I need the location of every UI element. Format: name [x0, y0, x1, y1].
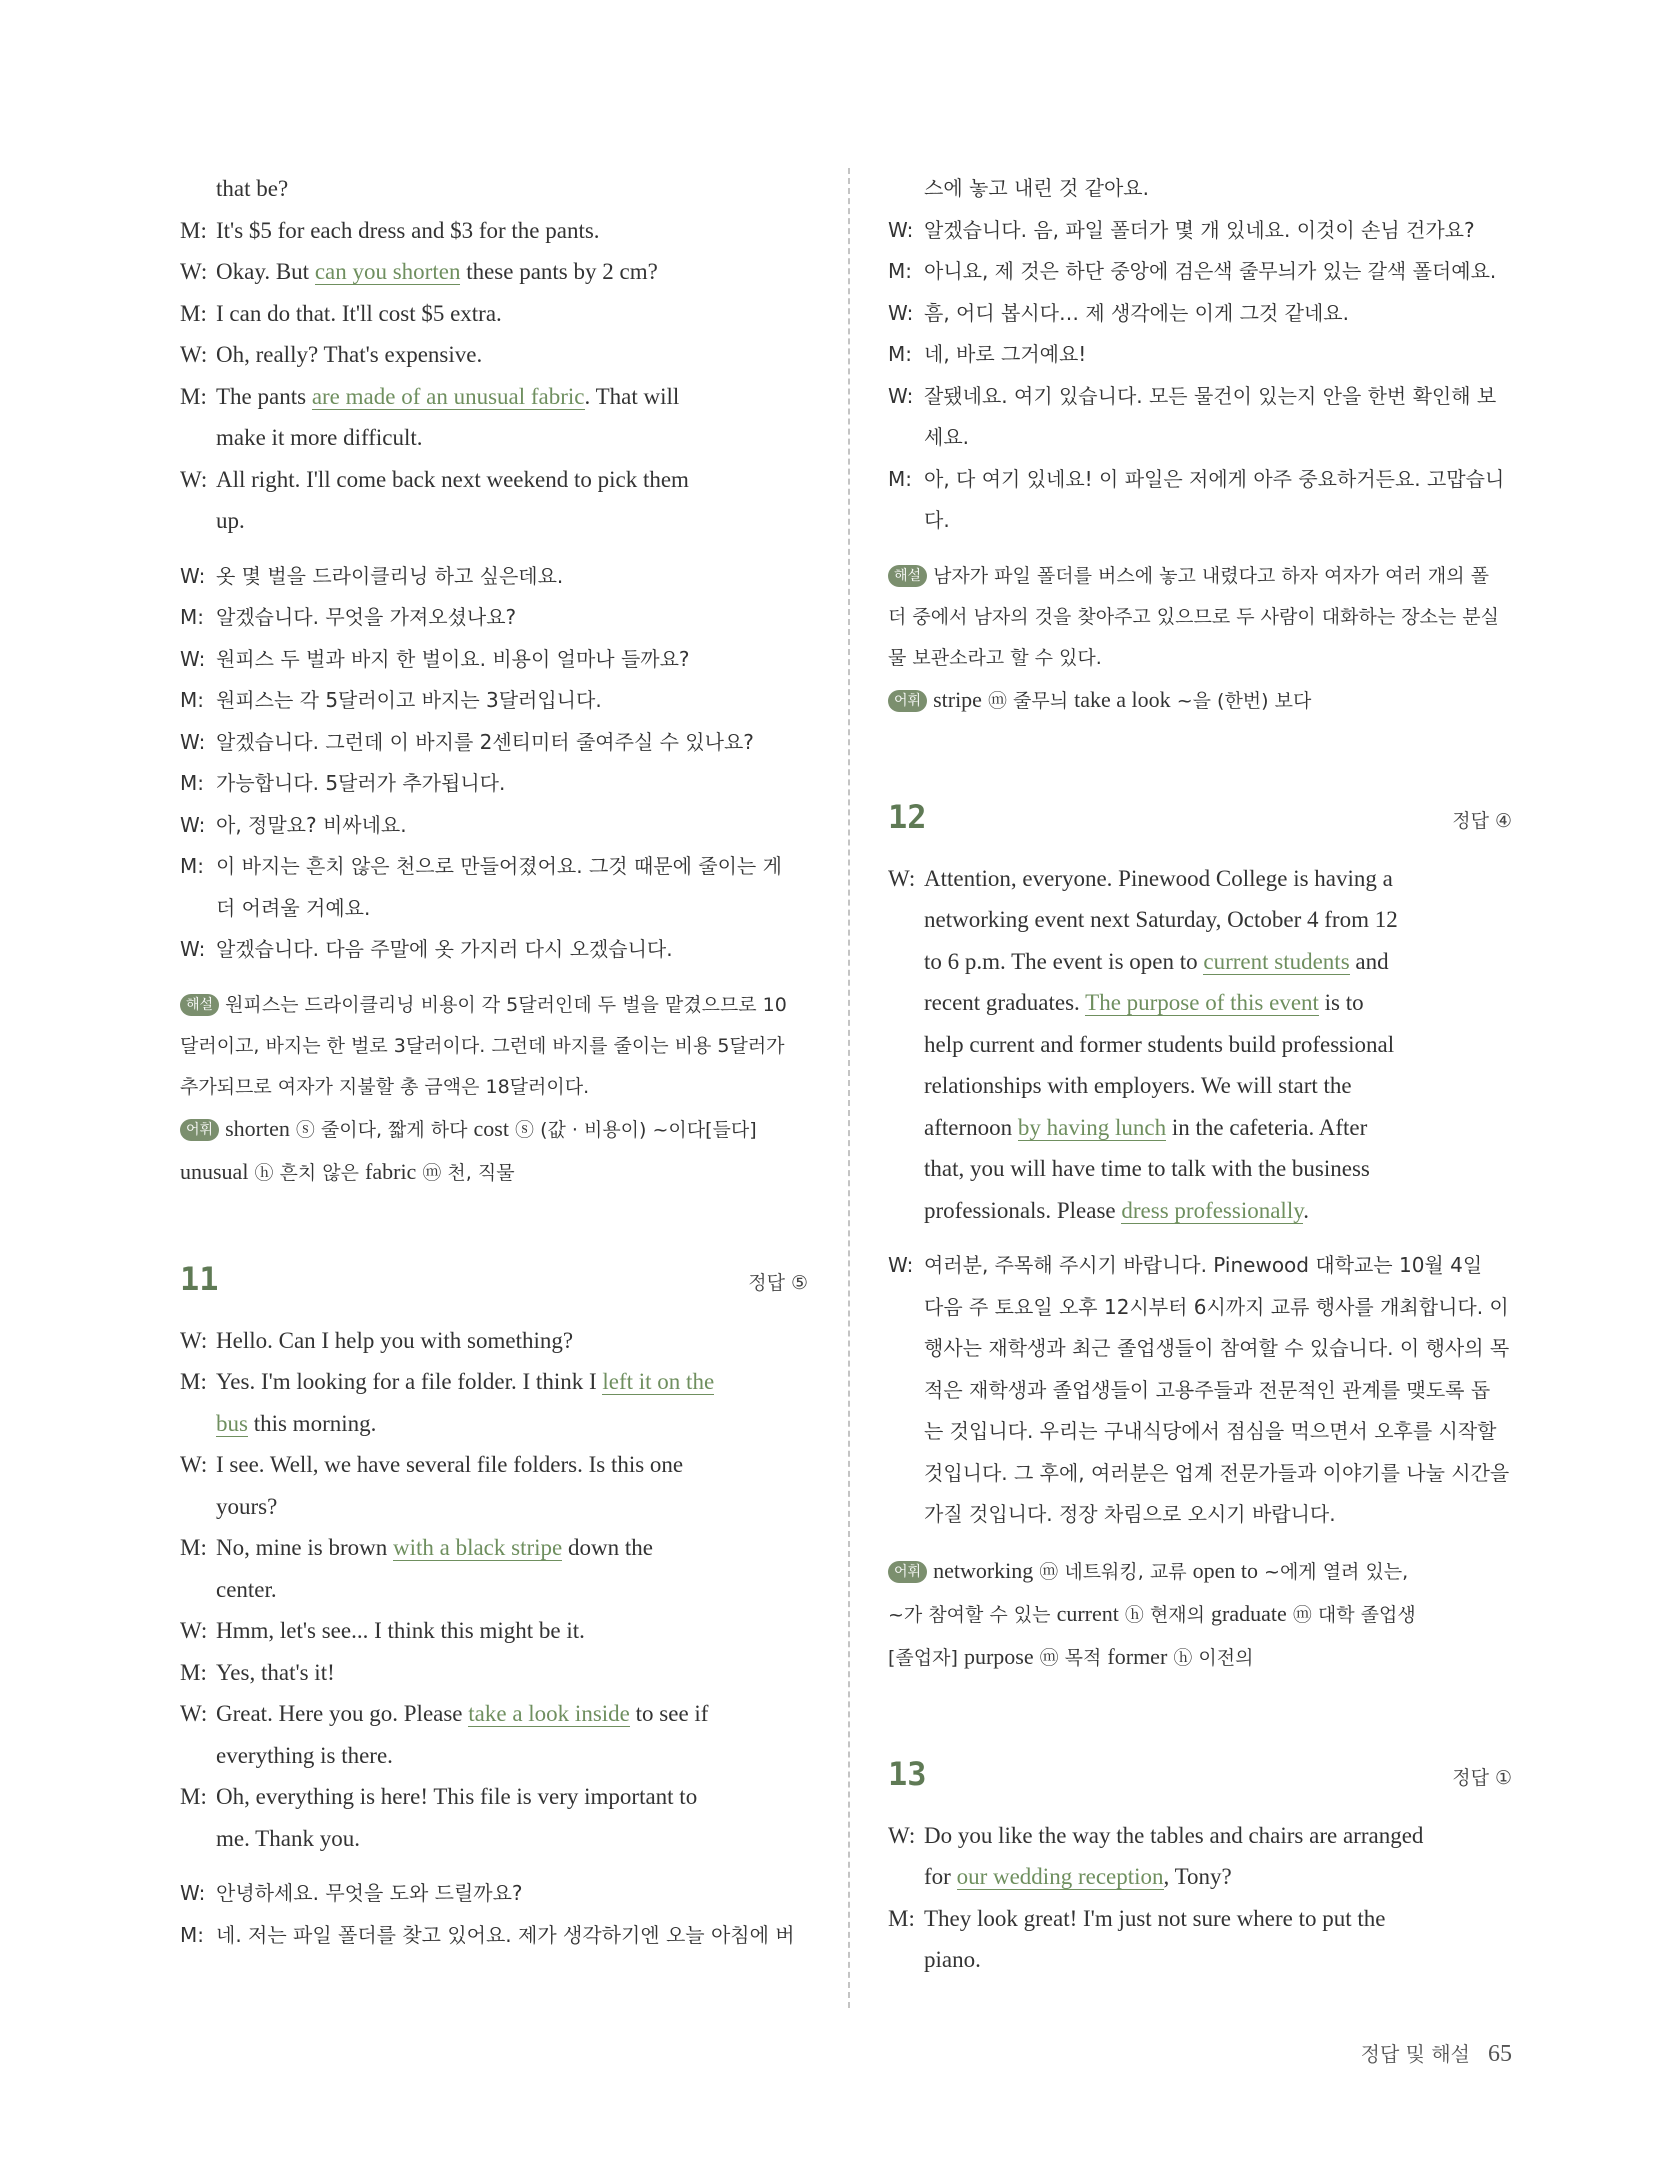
speaker-label: M: [888, 342, 912, 366]
transcript-line: M: 가능합니다. 5달러가 추가됩니다. [180, 763, 808, 805]
vocab-term: graduate [1211, 1600, 1287, 1626]
transcript-line: M: Yes, that's it! [180, 1652, 808, 1694]
transcript-line: M: It's $5 for each dress and $3 for the pants. [180, 210, 808, 252]
speaker-label: M: [180, 1922, 204, 1947]
transcript-line: W: 원피스 두 벌과 바지 한 벌이요. 비용이 얼마나 들까요? [180, 639, 808, 681]
transcript-line: M: 네. 저는 파일 폴더를 찾고 있어요. 제가 생각하기엔 오늘 아침에 버 [180, 1915, 808, 1957]
key-phrase: our wedding reception [956, 1864, 1164, 1889]
q12-transcript-ko [888, 1245, 1512, 1536]
key-phrase: take a look inside [468, 1701, 630, 1726]
q11-explanation [888, 556, 1512, 679]
explanation-line: 물 보관소라고 할 수 있다. [888, 646, 1102, 669]
speaker-label: M: [180, 1659, 207, 1685]
transcript-line: M: 네, 바로 그거예요! [888, 334, 1512, 376]
transcript-line: M: 아, 다 여기 있네요! 이 파일은 저에게 아주 중요하거든요. 고맙습니 [888, 459, 1512, 501]
transcript-line: yours? [216, 1493, 278, 1519]
vocab-line: unusual ⓗ 흔치 않은 fabric ⓜ 천, 직물 [180, 1158, 515, 1184]
explanation-line: 달러이고, 바지는 한 벌로 3달러이다. 그런데 바지를 줄이는 비용 5달러가 [180, 1034, 785, 1057]
vocab-line: 어휘 shorten ⓢ 줄이다, 짧게 하다 cost ⓢ (값 · 비용이) ~이다[들다] [180, 1108, 808, 1151]
q10-transcript-en [180, 168, 808, 542]
transcript-line: relationships with employers. We will start the [924, 1073, 1352, 1098]
page-number: 65 [1488, 2041, 1512, 2067]
key-phrase: current students [1203, 948, 1350, 974]
transcript-line: W: Oh, really? That's expensive. [180, 334, 808, 376]
speaker-label: M: [180, 1535, 207, 1560]
speaker-label: W: [180, 1701, 208, 1726]
key-phrase: can you shorten [314, 259, 461, 284]
transcript-line: recent graduates. The purpose of this event is to [924, 990, 1364, 1015]
transcript-line: me. Thank you. [216, 1825, 360, 1851]
transcript-line: W: 옷 몇 벌을 드라이클리닝 하고 싶은데요. [180, 556, 808, 598]
transcript-line: W: 아, 정말요? 비싸네요. [180, 805, 808, 847]
vocab-term: unusual [180, 1158, 249, 1184]
q12-answer: 정답 ④ [1452, 809, 1512, 832]
speaker-label: W: [180, 646, 206, 671]
vocab-term: shorten [225, 1115, 290, 1141]
transcript-line: 더 어려울 거예요. [216, 895, 371, 920]
speaker-label: W: [180, 937, 206, 961]
speaker-label: W: [888, 300, 914, 325]
transcript-line: networking event next Saturday, October 4 from 12 [924, 907, 1398, 932]
vocab-tag: 어휘 [888, 690, 927, 712]
q12-transcript-en [888, 858, 1512, 1232]
transcript-line: 는 것입니다. 우리는 구내식당에서 점심을 먹으면서 오후를 시작할 [924, 1419, 1497, 1443]
speaker-label: M: [180, 688, 204, 712]
transcript-line: M: I can do that. It'll cost $5 extra. [180, 293, 808, 335]
speaker-label: M: [180, 1784, 207, 1809]
speaker-label: W: [180, 342, 208, 367]
speaker-label: W: [180, 1327, 208, 1353]
key-phrase: dress professionally [1121, 1197, 1304, 1223]
speaker-label: M: [180, 300, 207, 326]
transcript-line: M: The pants are made of an unusual fabric. That will [180, 376, 808, 418]
speaker-label: W: [888, 383, 914, 408]
transcript-line: W: 흠, 어디 봅시다… 제 생각에는 이게 그것 같네요. [888, 293, 1512, 335]
transcript-line: W: All right. I'll come back next weekend to pick them [180, 459, 808, 501]
transcript-line: 적은 재학생과 졸업생들이 고용주들과 전문적인 관계를 맺도록 돕 [924, 1377, 1491, 1402]
key-phrase: by having lunch [1017, 1114, 1167, 1140]
q13-answer: 정답 ① [1452, 1766, 1512, 1789]
q11-answer: 정답 ⑤ [748, 1271, 808, 1294]
speaker-label: M: [888, 466, 912, 491]
q12-vocabulary [888, 1550, 1512, 1679]
speaker-label: W: [180, 1618, 208, 1643]
q10-explanation [180, 985, 808, 1108]
transcript-line: everything is there. [216, 1742, 393, 1768]
vocab-line: ~가 참여할 수 있는 current ⓗ 현재의 graduate ⓜ 대학 졸업생 [888, 1600, 1416, 1626]
transcript-line: piano. [924, 1947, 981, 1972]
explanation-line: 해설 원피스는 드라이클리닝 비용이 각 5달러인데 두 벌을 맡겼으므로 10 [180, 985, 808, 1026]
vocab-term: current [1056, 1600, 1119, 1626]
speaker-label: W: [180, 1881, 206, 1905]
explanation-line: 해설 남자가 파일 폴더를 버스에 놓고 내렸다고 하자 여자가 여러 개의 폴 [888, 556, 1512, 597]
q13-number: 13 [888, 1754, 927, 1793]
q11-header [180, 1260, 808, 1320]
transcript-line: up. [216, 508, 245, 533]
transcript-line: that, you will have time to talk with the business [924, 1156, 1370, 1181]
transcript-line: 다음 주 토요일 오후 12시부터 6시까지 교류 행사를 개최합니다. 이 [924, 1294, 1509, 1319]
speaker-label: W: [180, 729, 206, 754]
transcript-line: M: Oh, everything is here! This file is very important to [180, 1776, 808, 1818]
speaker-label: M: [180, 854, 204, 878]
transcript-line: 가질 것입니다. 정장 차림으로 오시기 바랍니다. [924, 1502, 1336, 1526]
speaker-label: W: [180, 259, 208, 284]
q11-transcript-ko [180, 1873, 808, 1956]
transcript-line: that be? [216, 176, 289, 201]
q13-header [888, 1755, 1512, 1815]
transcript-line: bus this morning. [216, 1410, 377, 1436]
left-column [180, 168, 808, 1956]
key-phrase: left it on the [602, 1369, 715, 1394]
vocab-tag: 어휘 [180, 1119, 219, 1141]
transcript-line: 행사는 재학생과 최근 졸업생들이 참여할 수 있습니다. 이 행사의 목 [924, 1336, 1510, 1360]
transcript-line: M: Yes. I'm looking for a file folder. I think I left it on the [180, 1361, 808, 1403]
transcript-line: help current and former students build professional [924, 1031, 1395, 1057]
vocab-line: 어휘 stripe ⓜ 줄무늬 take a look ~을 (한번) 보다 [888, 679, 1512, 722]
q11-transcript-ko-cont [888, 168, 1512, 542]
vocab-term: networking [933, 1557, 1034, 1583]
speaker-label: W: [888, 865, 916, 891]
speaker-label: W: [180, 563, 206, 588]
transcript-line: W: Great. Here you go. Please take a look inside to see if [180, 1693, 808, 1735]
transcript-line: make it more difficult. [216, 425, 423, 450]
vocab-term: purpose [963, 1643, 1034, 1669]
transcript-line: afternoon by having lunch in the cafeteria. After [924, 1114, 1368, 1140]
transcript-line: center. [216, 1576, 277, 1602]
speaker-label: M: [180, 383, 207, 409]
transcript-line: W: 잘됐네요. 여기 있습니다. 모든 물건이 있는지 안을 한번 확인해 보 [888, 376, 1512, 418]
vocab-term: former [1107, 1643, 1168, 1669]
vocab-term: take a look [1074, 686, 1171, 712]
transcript-line: 것입니다. 그 후에, 여러분은 업계 전문가들과 이야기를 나눌 시간을 [924, 1460, 1510, 1485]
transcript-line: M: 원피스는 각 5달러이고 바지는 3달러입니다. [180, 680, 808, 722]
transcript-line: M: 아니요, 제 것은 하단 중앙에 검은색 줄무늬가 있는 갈색 폴더예요. [888, 251, 1512, 293]
speaker-label: M: [180, 217, 207, 243]
transcript-line: W: 알겠습니다. 음, 파일 폴더가 몇 개 있네요. 이것이 손님 건가요? [888, 210, 1512, 252]
transcript-line: W: I see. Well, we have several file folders. Is this one [180, 1444, 808, 1486]
key-phrase: bus [216, 1410, 248, 1436]
speaker-label: W: [180, 812, 206, 837]
transcript-line: W: Attention, everyone. Pinewood College is having a [888, 858, 1512, 900]
speaker-label: M: [180, 1369, 207, 1394]
speaker-label: M: [888, 1905, 915, 1931]
transcript-line: M: 이 바지는 흔치 않은 천으로 만들어졌어요. 그것 때문에 줄이는 게 [180, 846, 808, 888]
q12-header [888, 798, 1512, 858]
transcript-line: W: 안녕하세요. 무엇을 도와 드릴까요? [180, 1873, 808, 1915]
transcript-line: 다. [924, 508, 950, 532]
q12-number: 12 [888, 797, 927, 836]
footer-section: 정답 및 해설 [1360, 2042, 1470, 2066]
key-phrase: are made of an unusual fabric [311, 383, 585, 409]
q11-vocabulary [888, 679, 1512, 722]
speaker-label: W: [180, 1452, 208, 1477]
transcript-line: W: 알겠습니다. 다음 주말에 옷 가지러 다시 오겠습니다. [180, 929, 808, 971]
q10-vocabulary [180, 1108, 808, 1194]
page-footer [1361, 2038, 1512, 2068]
q11-number: 11 [180, 1259, 219, 1298]
vocab-term: cost [473, 1115, 509, 1141]
speaker-label: M: [888, 259, 912, 283]
speaker-label: M: [180, 771, 204, 795]
vocab-line: 어휘 networking ⓜ 네트워킹, 교류 open to ~에게 열려 있는, [888, 1550, 1512, 1593]
transcript-line: 세요. [924, 425, 969, 449]
transcript-line: W: 여러분, 주목해 주시기 바랍니다. Pinewood 대학교는 10월 4일 [888, 1245, 1512, 1287]
key-phrase: The purpose of this event [1085, 990, 1319, 1015]
transcript-line: to 6 p.m. The event is open to current students and [924, 948, 1389, 974]
transcript-line: for our wedding reception, Tony? [924, 1864, 1232, 1889]
transcript-line: W: Hmm, let's see... I think this might be it. [180, 1610, 808, 1652]
speaker-label: W: [180, 466, 208, 492]
transcript-line: M: No, mine is brown with a black stripe down the [180, 1527, 808, 1569]
vocab-tag: 어휘 [888, 1561, 927, 1583]
transcript-line: M: They look great! I'm just not sure where to put the [888, 1898, 1512, 1940]
transcript-line: W: Do you like the way the tables and chairs are arranged [888, 1815, 1512, 1857]
vocab-line: [졸업자] purpose ⓜ 목적 former ⓗ 이전의 [888, 1643, 1254, 1669]
q13-transcript-en [888, 1815, 1512, 1981]
column-divider [848, 168, 850, 2008]
q10-transcript-ko [180, 556, 808, 971]
explanation-tag: 해설 [888, 565, 927, 587]
transcript-line: W: 알겠습니다. 그런데 이 바지를 2센티미터 줄여주실 수 있나요? [180, 722, 808, 764]
explanation-line: 추가되므로 여자가 지불할 총 금액은 18달러이다. [180, 1075, 590, 1098]
speaker-label: W: [888, 217, 914, 242]
right-column [888, 168, 1512, 1981]
q11-transcript-en [180, 1320, 808, 1860]
transcript-line: W: Okay. But can you shorten these pants by 2 cm? [180, 251, 808, 293]
speaker-label: M: [180, 605, 204, 629]
speaker-label: W: [888, 1822, 916, 1848]
vocab-term: open to [1192, 1557, 1258, 1583]
transcript-line: 스에 놓고 내린 것 같아요. [924, 176, 1149, 200]
speaker-label: W: [888, 1253, 914, 1277]
transcript-line: W: Hello. Can I help you with something? [180, 1320, 808, 1362]
vocab-term: stripe [933, 686, 982, 712]
vocab-term: fabric [365, 1158, 417, 1184]
key-phrase: with a black stripe [392, 1535, 563, 1560]
transcript-line: professionals. Please dress professionally. [924, 1197, 1309, 1223]
explanation-line: 더 중에서 남자의 것을 찾아주고 있으므로 두 사람이 대화하는 장소는 분실 [888, 605, 1500, 628]
transcript-line: M: 알겠습니다. 무엇을 가져오셨나요? [180, 597, 808, 639]
explanation-tag: 해설 [180, 994, 219, 1016]
